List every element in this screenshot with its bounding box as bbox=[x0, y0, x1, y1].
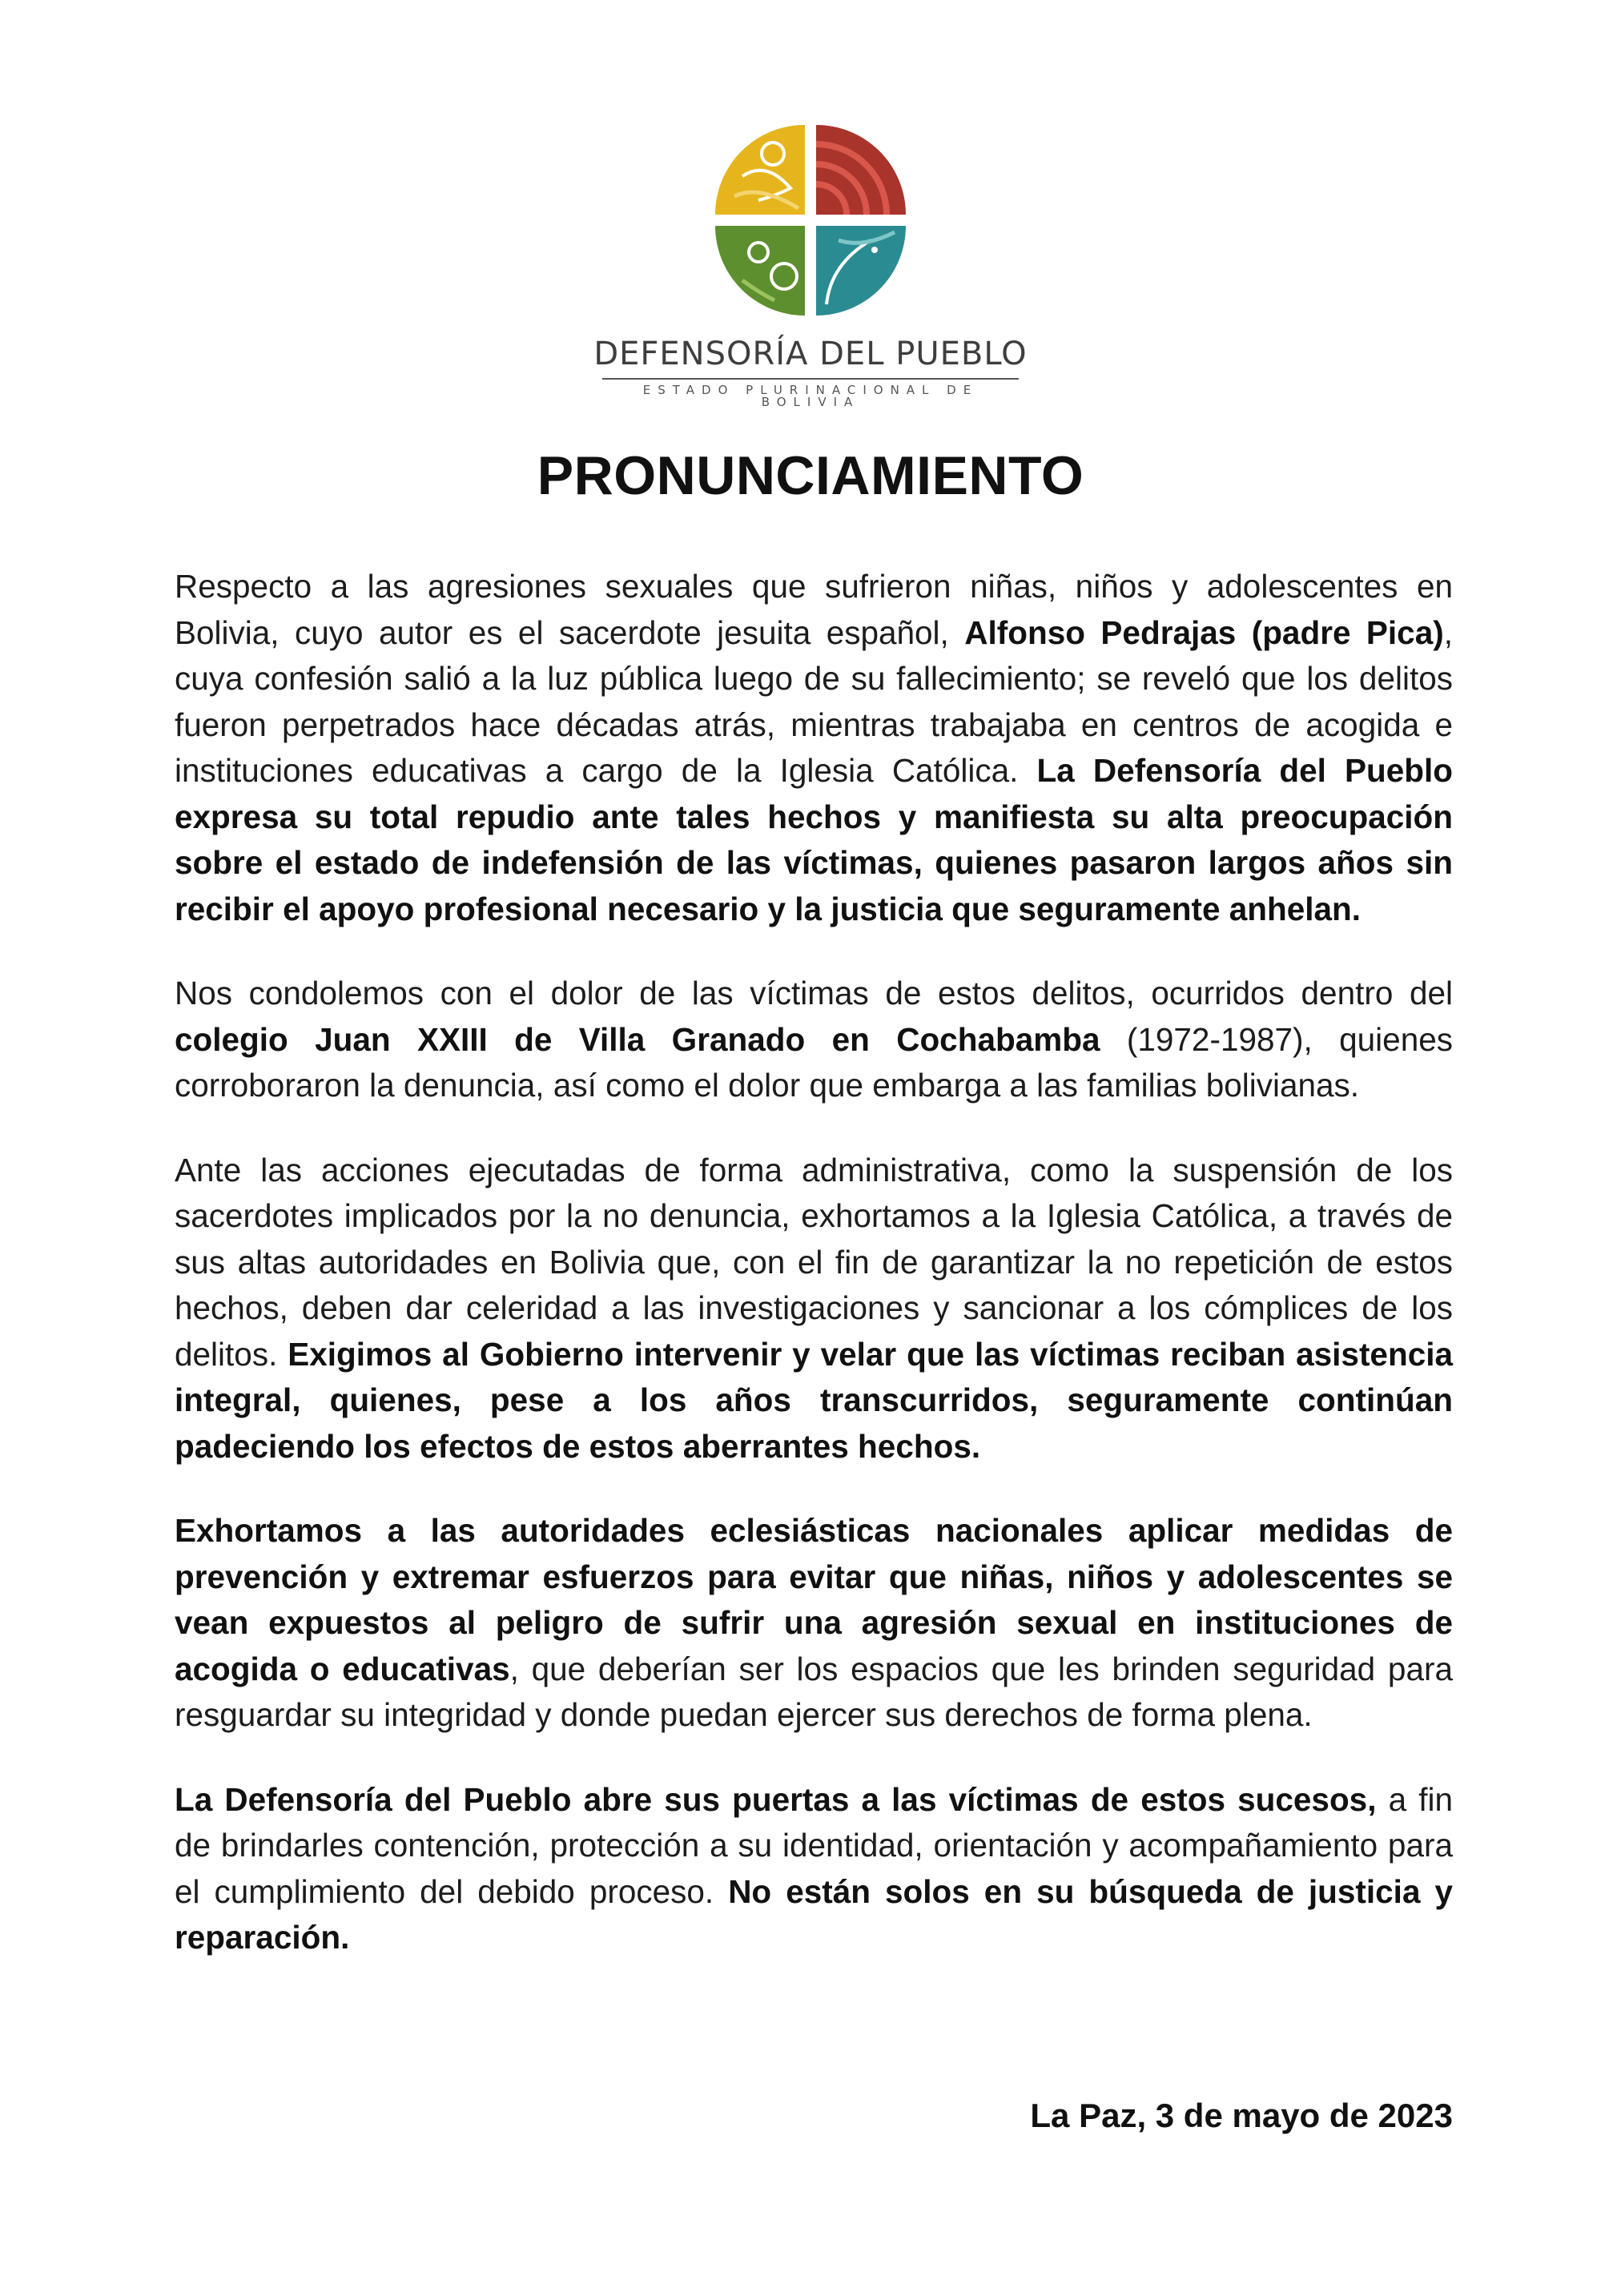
body-paragraph bbox=[175, 971, 1453, 1109]
institution-name: DEFENSORÍA DEL PUEBLO bbox=[593, 336, 1028, 372]
text-run: Respecto a las agresiones sexuales que sufrieron niñas, niños y adolescentes en Bolivia, cuyo autor es el sacerdote jesuita español, bbox=[175, 568, 1453, 651]
text-run: Nos condolemos con el dolor de las víctimas de estos delitos, ocurridos dentro del bbox=[175, 975, 1453, 1011]
body-paragraph bbox=[175, 564, 1453, 932]
document-title: PRONUNCIAMIENTO bbox=[537, 445, 1084, 506]
body-paragraph bbox=[175, 1777, 1453, 1961]
text-run: (1972-1987), quienes corroboraron la denuncia, así como el dolor que embarga a las familias bolivianas. bbox=[175, 1020, 1454, 1104]
bold-text-run: La Defensoría del Pueblo expresa su total repudio ante tales hechos y manifiesta su alta preocupación sobre el estado de indefensión de las víctimas, quienes pasaron largos años sin recibir el apoyo profesional necesario y la justicia que seguramente anhelan. bbox=[175, 752, 1453, 927]
bold-text-run: La Defensoría del Pueblo abre sus puertas a las víctimas de estos sucesos, bbox=[175, 1780, 1377, 1818]
bold-text-run: Exhortamos a las autoridades eclesiásticas nacionales aplicar medidas de prevención y extremar esfuerzos para evitar que niñas, niños y adolescentes se vean expuestos al peligro de sufrir una agresión sexual en instituciones de acogida o educativas bbox=[175, 1512, 1453, 1687]
text-run: Ante las acciones ejecutadas de forma administrativa, como la suspensión de los sacerdotes implicados por la no denuncia, exhortamos a la Iglesia Católica, a través de sus altas autoridades en Bolivia que, con el fin de garantizar la no repetición de estos hechos, deben dar celeridad a las investigaciones y sancionar a los cómplices de los delitos. bbox=[175, 1151, 1453, 1373]
text-run: , cuya confesión salió a la luz pública luego de su fallecimiento; se reveló que los delitos fueron perpetrados hace décadas atrás, mientras trabajaba en centros de acogida e instituciones educativas a cargo de la Iglesia Católica. bbox=[175, 613, 1453, 789]
body-paragraph bbox=[175, 1148, 1453, 1470]
defensoria-emblem-icon bbox=[710, 120, 911, 320]
body-paragraph bbox=[175, 1508, 1453, 1739]
bold-text-run: Alfonso Pedrajas (padre Pica) bbox=[964, 613, 1444, 651]
document-body bbox=[175, 564, 1453, 2000]
text-run: , que deberían ser los espacios que les brinden seguridad para resguardar su integridad y donde puedan ejercer sus derechos de forma plena. bbox=[175, 1650, 1453, 1733]
bold-text-run: No están solos en su búsqueda de justicia y reparación. bbox=[175, 1872, 1454, 1956]
text-run: a fin de brindarles contención, protección a su identidad, orientación y acompañamiento para el cumplimiento del debido proceso. bbox=[175, 1780, 1453, 1910]
bold-text-run: Exigimos al Gobierno intervenir y velar que las víctimas reciban asistencia integral, quienes, pese a los años transcurridos, seguramente continúan padeciendo los efectos de estos aberrantes hechos. bbox=[175, 1335, 1453, 1465]
institution-logo bbox=[0, 120, 1621, 408]
institution-subtitle: ESTADO PLURINACIONAL DE BOLIVIA bbox=[602, 378, 1019, 408]
document-date: La Paz, 3 de mayo de 2023 bbox=[1030, 2097, 1453, 2134]
bold-text-run: colegio Juan XXIII de Villa Granado en Cochabamba bbox=[175, 1020, 1100, 1058]
